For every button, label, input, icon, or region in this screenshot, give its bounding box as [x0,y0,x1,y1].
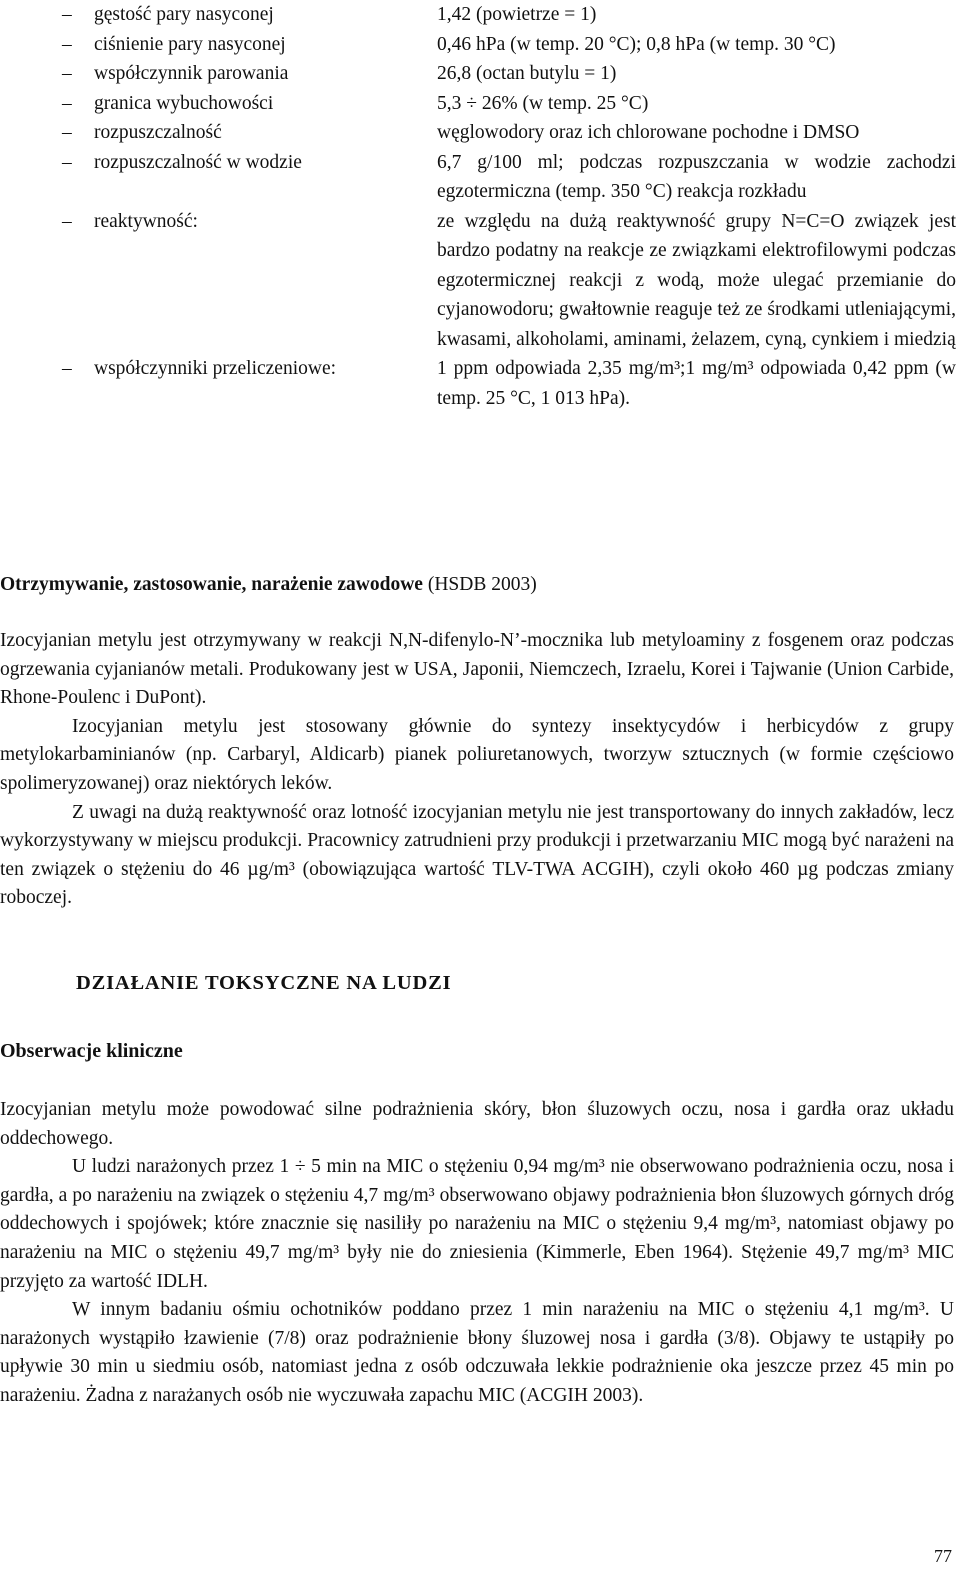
property-row [62,148,956,207]
property-value: 0,46 hPa (w temp. 20 °C); 0,8 hPa (w temp. 30 °C) [437,33,836,55]
property-row [62,118,956,148]
section-production [0,570,954,913]
property-value: 26,8 (octan butylu = 1) [437,63,617,84]
property-row [62,89,956,119]
property-value: 1,42 (powietrze = 1) [437,4,597,25]
paragraph: W innym badaniu ośmiu ochotników poddano przez 1 min narażeniu na MIC o stężeniu 4,1 mg/m³. U narażonych wystąpiło łzawienie (7/8) oraz podrażnienie błony śluzowej nosa i gardła (3/8). Objawy te ustąpiły po upływie 30 min u siedmiu osób, natomiast jedna z osób odczuwała lekkie podrażnienie oka jeszcze przez 45 min po narażeniu. Żadna z narażanych osób nie wyczuwała zapachu MIC (ACGIH 2003). [0,1299,954,1406]
property-value: 5,3 ÷ 26% (w temp. 25 °C) [437,92,649,114]
property-row [62,30,956,60]
property-label: – gęstość pary nasyconej [62,0,437,30]
paragraph: Izocyjanian metylu jest otrzymywany w reakcji N,N-difenylo-N’-mocznika lub metyloaminy z fosgenem oraz podczas ogrzewania cyjanianów metali. Produkowany jest w USA, Japonii, Niemczech, Izraelu, Korei i Tajwanie (Union Carbide, Rhone-Poulenc i DuPont). [0,630,954,709]
page-number: 77 [934,1546,952,1566]
paragraph: U ludzi narażonych przez 1 ÷ 5 min na MIC o stężeniu 0,94 mg/m³ nie obserwowano podrażnienia oczu, nosa i gardła, a po narażeniu na związek o stężeniu 4,7 mg/m³ obserwowano objawy podrażnienia błon śluzowych górnych dróg oddechowych i spojówek; które znacznie się nasiliły po narażeniu na MIC o stężeniu 9,4 mg/m³, natomiast objawy po narażeniu na MIC o stężeniu 49,7 mg/m³ były nie do zniesienia (Kimmerle, Eben 1964). Stężenie 49,7 mg/m³ MIC przyjęto za wartość IDLH. [0,1156,954,1292]
heading-source: (HSDB 2003) [427,574,537,595]
property-row [62,207,956,355]
list-dash: – [62,92,72,114]
paragraph: Izocyjanian metylu jest stosowany głównie do syntezy insektycydów i herbicydów z grupy metylokarbaminianów (np. Carbaryl, Aldicarb) pianek poliuretanowych, tworzyw sztucznych (w formie częściowo spolimeryzowanej) oraz niektórych leków. [0,715,954,794]
properties-list [62,0,956,413]
property-row [62,354,956,413]
property-label: – reaktywność: [62,207,437,237]
list-dash: – [62,122,72,143]
property-row [62,0,956,30]
paragraph: Z uwagi na dużą reaktywność oraz lotność izocyjanian metylu nie jest transportowany do innych zakładów, lecz wykorzystywany w miejscu produkcji. Pracownicy zatrudnieni przy produkcji i przetwarzaniu MIC mogą być narażeni na ten związek o stężeniu do 46 µg/m³ (obowiązująca wartość TLV-TWA ACGIH), czyli około 460 µg podczas zmiany roboczej. [0,801,954,909]
list-dash: – [62,210,72,232]
section-heading: Otrzymywanie, zastosowanie, narażenie zawodowe (HSDB 2003) [0,574,537,595]
list-dash: – [62,151,72,173]
paragraph: Izocyjanian metylu może powodować silne podrażnienia skóry, błon śluzowych oczu, nosa i gardła oraz układu oddechowego. [0,1099,954,1149]
property-label: – granica wybuchowości [62,89,437,119]
property-label: – współczynniki przeliczeniowe: [62,354,437,384]
list-dash: – [62,33,72,55]
property-label: – ciśnienie pary nasyconej [62,30,437,60]
property-value: 1 ppm odpowiada 2,35 mg/m³;1 mg/m³ odpowiada 0,42 ppm (w temp. 25 °C, 1 013 hPa). [437,358,956,409]
list-dash: – [62,4,72,25]
property-label: – rozpuszczalność [62,118,437,148]
section-clinical [0,1096,954,1411]
property-label: – współczynnik parowania [62,59,437,89]
property-value: węglowodory oraz ich chlorowane pochodne i DMSO [437,122,860,143]
sub-heading: Obserwacje kliniczne [0,1040,183,1062]
property-value: 6,7 g/100 ml; podczas rozpuszczania w wodzie zachodzi egzotermiczna (temp. 350 °C) reakcja rozkładu [437,151,956,202]
property-value: ze względu na dużą reaktywność grupy N=C=O związek jest bardzo podatny na reakcje ze związkami elektrofilowymi podczas egzotermicznej reakcji z wodą, może ulegać przemianie do cyjanowodoru; gwałtownie reaguje też ze środkami utleniającymi, kwasami, alkoholami, aminami, żelazem, cyną, cynkiem i miedzią [437,210,956,350]
list-dash: – [62,63,72,84]
main-heading: DZIAŁANIE TOKSYCZNE NA LUDZI [76,972,452,994]
property-row [62,59,956,89]
list-dash: – [62,358,72,379]
property-label: – rozpuszczalność w wodzie [62,148,437,178]
